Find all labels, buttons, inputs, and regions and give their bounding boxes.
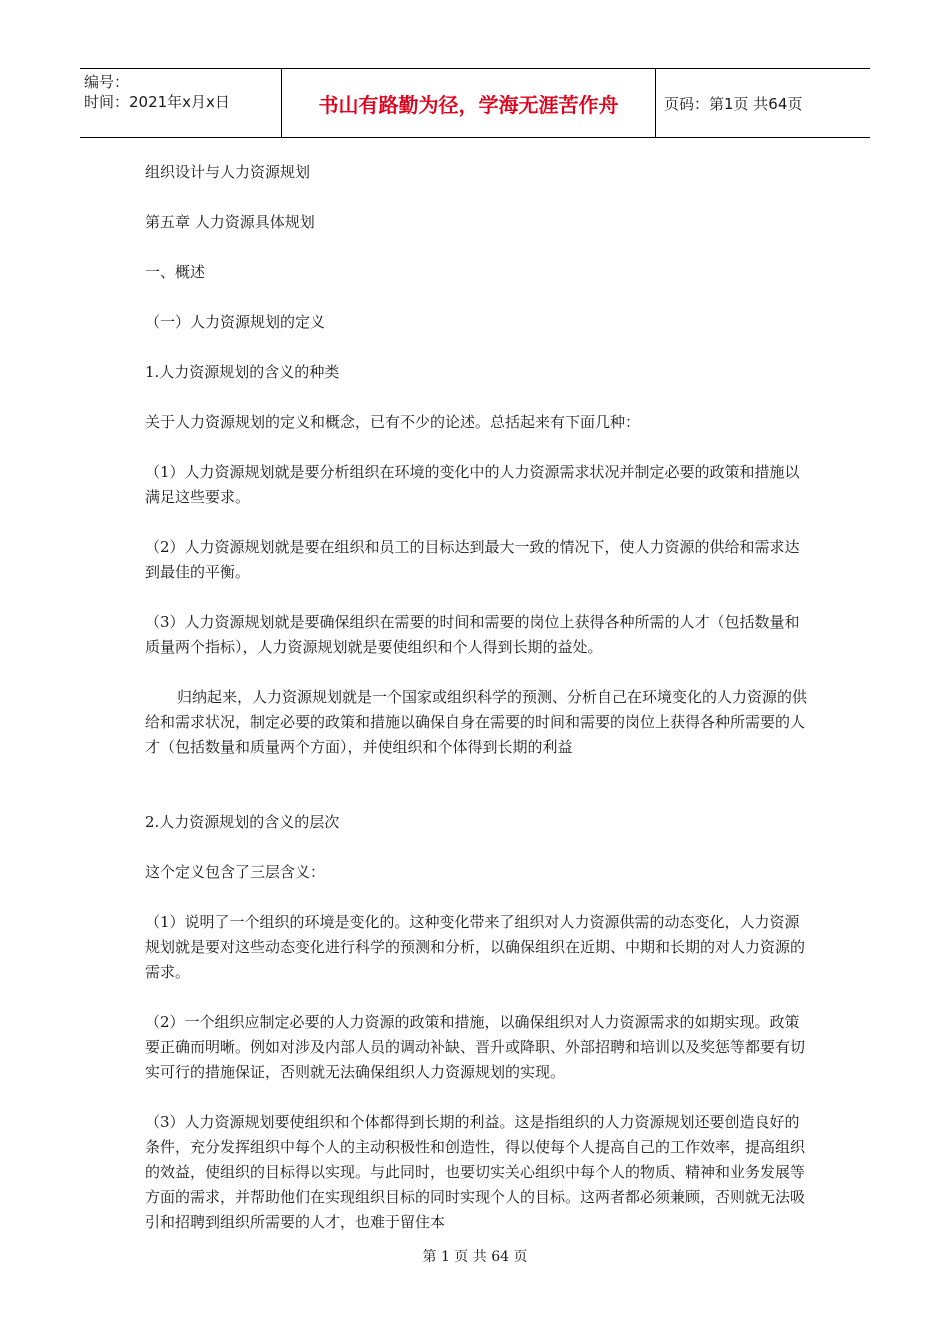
document-header bbox=[80, 68, 870, 138]
section-heading: 一、概述 bbox=[145, 263, 206, 281]
item-heading-2: 2.人力资源规划的含义的层次 bbox=[145, 813, 340, 831]
document-date: 时间：2021年x月x日 bbox=[84, 93, 230, 111]
header-meta-cell bbox=[80, 69, 282, 137]
document-body bbox=[145, 160, 807, 1235]
document-title: 组织设计与人力资源规划 bbox=[145, 163, 311, 181]
paragraph-layer-1: （1）说明了一个组织的环境是变化的。这种变化带来了组织对人力资源供需的动态变化，人力资源规划就是要对这些动态变化进行科学的预测和分析，以确保组织在近期、中期和长期的对人力资源的需求。 bbox=[145, 913, 806, 981]
subsection-heading: （一）人力资源规划的定义 bbox=[145, 313, 326, 331]
paragraph-definition-2: （2）人力资源规划就是要在组织和员工的目标达到最大一致的情况下，使人力资源的供给和需求达到最佳的平衡。 bbox=[145, 538, 800, 581]
paragraph-layer-3: （3）人力资源规划要使组织和个体都得到长期的利益。这是指组织的人力资源规划还要创造良好的条件，充分发挥组织中每个人的主动积极性和创造性，得以使每个人提高自己的工作效率，提高组织的效益，使组织的目标得以实现。与此同时，也要切实关心组织中每个人的物质、精神和业务发展等方面的需求，并帮助他们在实现组织目标的同时实现个人的目标。这两者都必须兼顾，否则就无法吸引和招聘到组织所需要的人才，也难于留住本 bbox=[145, 1113, 806, 1231]
paragraph-layer-2: （2）一个组织应制定必要的人力资源的政策和措施，以确保组织对人力资源需求的如期实现。政策要正确而明晰。例如对涉及内部人员的调动补缺、晋升或降职、外部招聘和培训以及奖惩等都要有切实可行的措施保证，否则就无法确保组织人力资源规划的实现。 bbox=[145, 1013, 806, 1081]
page-footer: 第 1 页 共 64 页 bbox=[422, 1249, 528, 1265]
paragraph-summary: 归纳起来，人力资源规划就是一个国家或组织科学的预测、分析自己在环境变化的人力资源的供给和需求状况，制定必要的政策和措施以确保自身在需要的时间和需要的岗位上获得各种所需要的人才（包括数量和质量两个方面），并使组织和个体得到长期的利益 bbox=[145, 688, 808, 756]
item-heading-1: 1.人力资源规划的含义的种类 bbox=[145, 363, 340, 381]
document-number-label: 编号： bbox=[84, 73, 130, 91]
chapter-heading: 第五章 人力资源具体规划 bbox=[145, 213, 315, 231]
paragraph-definition-1: （1）人力资源规划就是要分析组织在环境的变化中的人力资源需求状况并制定必要的政策和措施以满足这些要求。 bbox=[145, 463, 800, 506]
paragraph-intro-1: 关于人力资源规划的定义和概念，已有不少的论述。总括起来有下面几种： bbox=[145, 413, 641, 431]
paragraph-definition-3: （3）人力资源规划就是要确保组织在需要的时间和需要的岗位上获得各种所需的人才（包括数量和质量两个指标），人力资源规划就是要使组织和个人得到长期的益处。 bbox=[145, 613, 800, 656]
header-page-info: 页码：第1页 共64页 bbox=[664, 94, 803, 113]
paragraph-intro-2: 这个定义包含了三层含义： bbox=[145, 863, 326, 881]
header-motto: 书山有路勤为径，学海无涯苦作舟 bbox=[282, 69, 656, 137]
